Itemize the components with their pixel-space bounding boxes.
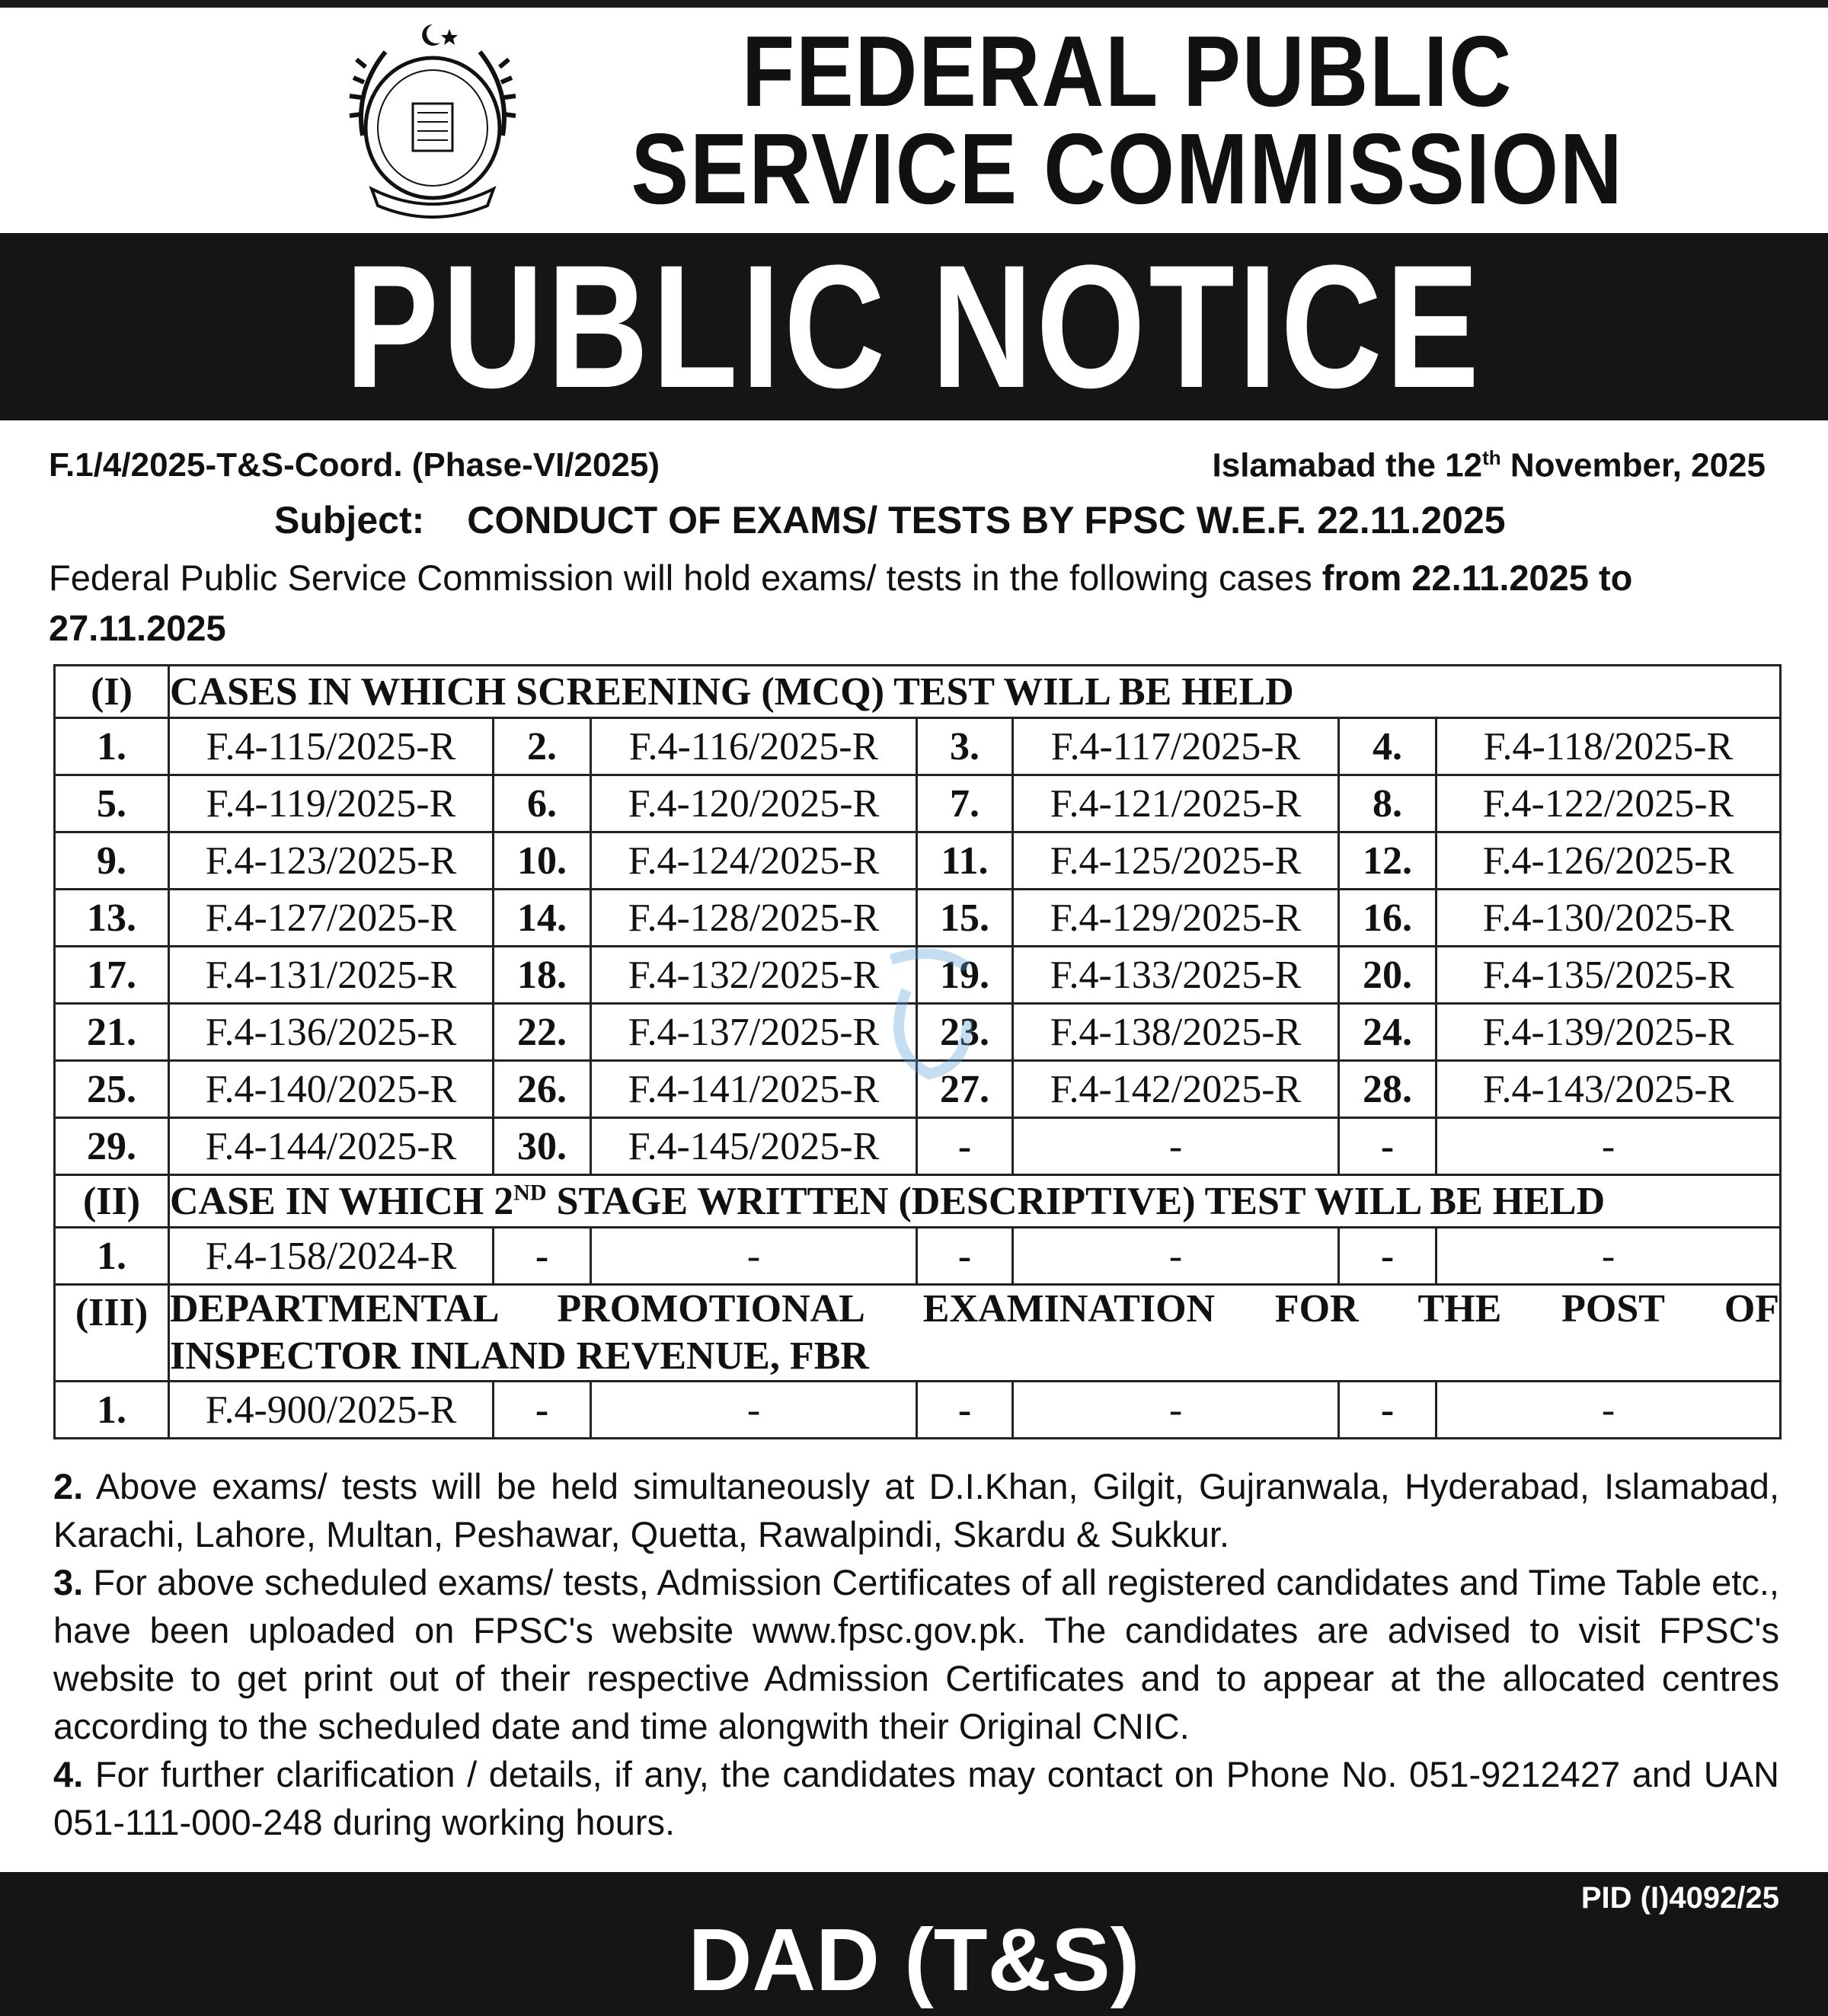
case-file-number: F.4-117/2025-R	[1013, 718, 1339, 775]
case-serial: -	[1339, 1382, 1437, 1439]
case-serial: 24.	[1339, 1004, 1437, 1061]
note-3: 3. For above scheduled exams/ tests, Admission Certificates of all registered candidates and Time Table etc., have been uploaded on FPSC's website www.fpsc.gov.pk. The candidates are advised to visit FPSC's website to get print out of their respective Admission Certificates and to appear at the allocated centres according to the scheduled date and time alongwith their Original CNIC.	[53, 1562, 1779, 1746]
case-serial: 9.	[55, 832, 169, 890]
case-serial: 27.	[917, 1061, 1013, 1118]
section-header	[55, 1285, 1781, 1382]
case-file-number: F.4-126/2025-R	[1437, 832, 1781, 890]
case-file-number: F.4-145/2025-R	[591, 1118, 917, 1175]
subject-label: Subject:	[274, 499, 425, 542]
public-notice-banner	[0, 228, 1828, 424]
case-file-number: F.4-138/2025-R	[1013, 1004, 1339, 1061]
banner-text: PUBLIC NOTICE	[345, 228, 1483, 424]
case-file-number: F.4-135/2025-R	[1437, 947, 1781, 1004]
page-title	[616, 15, 1638, 225]
case-serial: 10.	[494, 832, 591, 890]
case-file-number: F.4-124/2025-R	[591, 832, 917, 890]
case-serial: 20.	[1339, 947, 1437, 1004]
case-serial: 16.	[1339, 890, 1437, 947]
case-serial: 1.	[55, 1382, 169, 1439]
case-serial: 21.	[55, 1004, 169, 1061]
intro-paragraph: Federal Public Service Commission will hold exams/ tests in the following cases from 22.11.2025 to 27.11.2025	[49, 558, 1633, 648]
case-file-number: F.4-132/2025-R	[591, 947, 917, 1004]
case-file-number: F.4-900/2025-R	[169, 1382, 494, 1439]
case-serial: 22.	[494, 1004, 591, 1061]
case-serial: 26.	[494, 1061, 591, 1118]
case-file-number: F.4-139/2025-R	[1437, 1004, 1781, 1061]
case-file-number: F.4-118/2025-R	[1437, 718, 1781, 775]
case-serial: 14.	[494, 890, 591, 947]
note-4: 4. For further clarification / details, if any, the candidates may contact on Phone No. 051-9212427 and UAN 051-111-000-248 during working hours.	[53, 1754, 1779, 1842]
case-file-number: F.4-130/2025-R	[1437, 890, 1781, 947]
section-title: DEPARTMENTAL PROMOTIONAL EXAMINATION FOR THE POST OF INSPECTOR INLAND REVENUE, FBR	[169, 1285, 1781, 1382]
subject-line	[274, 498, 1506, 542]
case-serial: 8.	[1339, 775, 1437, 832]
case-serial: -	[494, 1382, 591, 1439]
watermark-icon	[861, 937, 983, 1089]
case-serial: -	[1339, 1228, 1437, 1285]
case-serial: 19.	[917, 947, 1013, 1004]
case-file-number: F.4-123/2025-R	[169, 832, 494, 890]
case-serial: 18.	[494, 947, 591, 1004]
case-serial: 29.	[55, 1118, 169, 1175]
case-file-number: F.4-158/2024-R	[169, 1228, 494, 1285]
signature-authority: DAD (T&S)	[688, 1910, 1140, 2009]
case-file-number: -	[1013, 1228, 1339, 1285]
case-serial: 30.	[494, 1118, 591, 1175]
subject-text: CONDUCT OF EXAMS/ TESTS BY FPSC W.E.F. 22.11.2025	[467, 499, 1506, 542]
case-serial: 23.	[917, 1004, 1013, 1061]
case-file-number: -	[1013, 1118, 1339, 1175]
title-line-1: FEDERAL PUBLIC	[741, 15, 1513, 127]
top-rule	[0, 0, 1828, 8]
case-file-number: F.4-131/2025-R	[169, 947, 494, 1004]
case-serial: 1.	[55, 1228, 169, 1285]
fpsc-emblem-icon	[341, 21, 524, 227]
case-serial: 28.	[1339, 1061, 1437, 1118]
notes-section	[53, 1462, 1779, 1846]
reference-number: F.1/4/2025-T&S-Coord. (Phase-VI/2025)	[49, 446, 660, 484]
pid-number: PID (I)4092/25	[1580, 1881, 1779, 1915]
case-serial: 25.	[55, 1061, 169, 1118]
case-file-number: -	[1437, 1382, 1781, 1439]
title-line-2: SERVICE COMMISSION	[631, 113, 1624, 225]
case-file-number: F.4-140/2025-R	[169, 1061, 494, 1118]
case-file-number: F.4-127/2025-R	[169, 890, 494, 947]
case-serial: 1.	[55, 718, 169, 775]
case-serial: 15.	[917, 890, 1013, 947]
case-file-number: F.4-115/2025-R	[169, 718, 494, 775]
case-serial: 6.	[494, 775, 591, 832]
section-header	[55, 666, 1781, 718]
case-file-number: -	[1437, 1118, 1781, 1175]
case-file-number: F.4-125/2025-R	[1013, 832, 1339, 890]
section-number: (III)	[55, 1285, 169, 1382]
case-file-number: F.4-136/2025-R	[169, 1004, 494, 1061]
case-serial: -	[494, 1228, 591, 1285]
case-file-number: F.4-137/2025-R	[591, 1004, 917, 1061]
case-serial: 5.	[55, 775, 169, 832]
case-serial: 2.	[494, 718, 591, 775]
case-serial: -	[917, 1228, 1013, 1285]
case-file-number: F.4-141/2025-R	[591, 1061, 917, 1118]
section-number: (I)	[55, 666, 169, 718]
case-file-number: -	[591, 1228, 917, 1285]
case-serial: 17.	[55, 947, 169, 1004]
notice-date: Islamabad the 12th November, 2025	[1212, 446, 1766, 484]
case-serial: -	[917, 1382, 1013, 1439]
case-serial: 3.	[917, 718, 1013, 775]
case-file-number: F.4-144/2025-R	[169, 1118, 494, 1175]
table-row	[55, 718, 1781, 775]
note-2: 2. Above exams/ tests will be held simultaneously at D.I.Khan, Gilgit, Gujranwala, Hyderabad, Islamabad, Karachi, Lahore, Multan, Peshawar, Quetta, Rawalpindi, Skardu & Sukkur.	[53, 1466, 1779, 1554]
case-file-number: F.4-119/2025-R	[169, 775, 494, 832]
case-file-number: F.4-120/2025-R	[591, 775, 917, 832]
case-file-number: F.4-128/2025-R	[591, 890, 917, 947]
case-serial: -	[917, 1118, 1013, 1175]
case-serial: -	[1339, 1118, 1437, 1175]
case-serial: 7.	[917, 775, 1013, 832]
case-serial: 11.	[917, 832, 1013, 890]
case-file-number: -	[591, 1382, 917, 1439]
case-serial: 13.	[55, 890, 169, 947]
case-serial: 12.	[1339, 832, 1437, 890]
table-row	[55, 1382, 1781, 1439]
case-file-number: -	[1013, 1382, 1339, 1439]
section-title: CASES IN WHICH SCREENING (MCQ) TEST WILL BE HELD	[169, 666, 1781, 718]
case-file-number: F.4-121/2025-R	[1013, 775, 1339, 832]
case-serial: 4.	[1339, 718, 1437, 775]
case-file-number: F.4-122/2025-R	[1437, 775, 1781, 832]
case-file-number: F.4-143/2025-R	[1437, 1061, 1781, 1118]
section-number: (II)	[55, 1175, 169, 1228]
case-file-number: F.4-116/2025-R	[591, 718, 917, 775]
table-row	[55, 1228, 1781, 1285]
table-row	[55, 832, 1781, 890]
case-file-number: F.4-129/2025-R	[1013, 890, 1339, 947]
table-row	[55, 1118, 1781, 1175]
case-file-number: -	[1437, 1228, 1781, 1285]
section-header	[55, 1175, 1781, 1228]
case-file-number: F.4-133/2025-R	[1013, 947, 1339, 1004]
case-file-number: F.4-142/2025-R	[1013, 1061, 1339, 1118]
section-title: CASE IN WHICH 2ND STAGE WRITTEN (DESCRIPTIVE) TEST WILL BE HELD	[169, 1175, 1781, 1228]
table-row	[55, 775, 1781, 832]
